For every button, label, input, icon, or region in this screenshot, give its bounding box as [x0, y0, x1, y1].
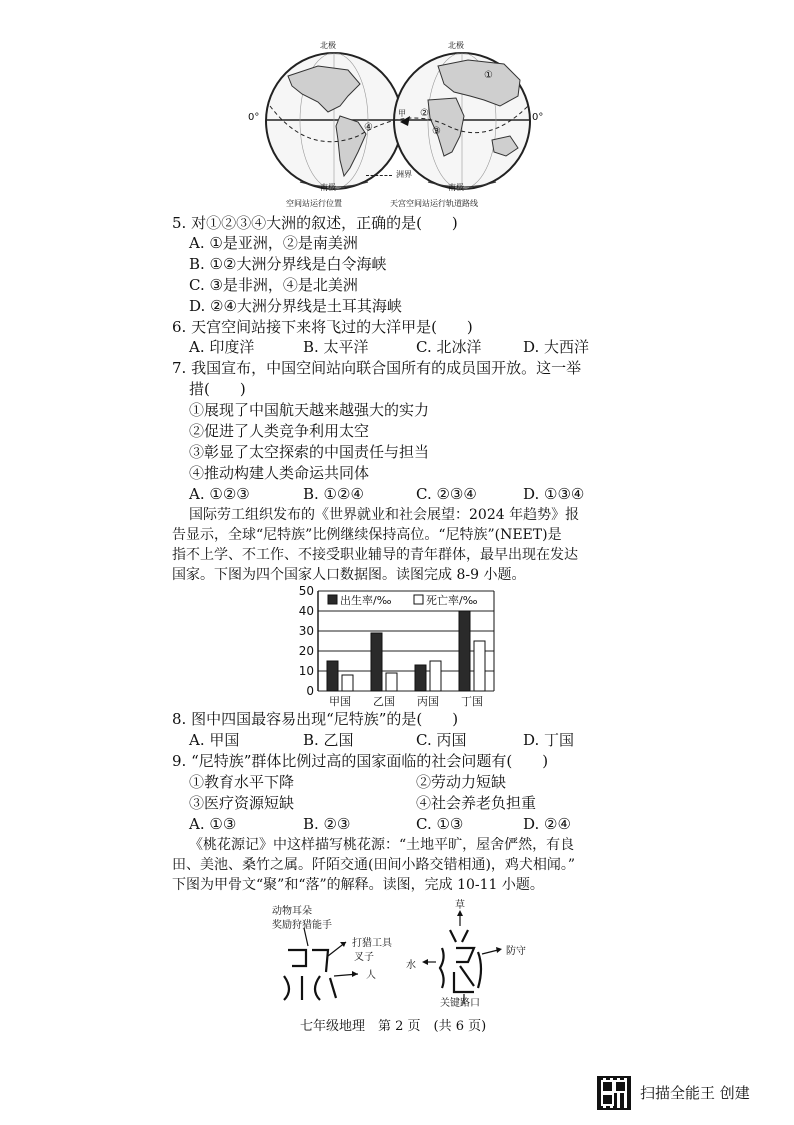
q7-option-c: C. ②③④: [416, 485, 477, 503]
luo-note-key-crossing: 关键路口: [440, 998, 480, 1009]
q9-statement-1: ①教育水平下降: [189, 773, 295, 791]
station-legend-label: 空间站运行位置: [286, 199, 342, 208]
ju-glyph: [284, 950, 336, 1000]
q7-option-b: B. ①②④: [303, 485, 364, 503]
ju-note-person: 人: [366, 970, 376, 981]
passage2-line3: 下图为甲骨文“聚”和“落”的解释。读图，完成 10-11 小题。: [172, 877, 544, 893]
equator-right-label: 0°: [532, 112, 544, 123]
legend-death-label: 死亡率/‰: [426, 594, 478, 607]
q8-option-b: B. 乙国: [303, 731, 354, 749]
q9-statement-2: ②劳动力短缺: [416, 773, 507, 791]
q5-option-a: A. ①是亚洲，②是南美洲: [189, 234, 358, 252]
q6-option-b: B. 太平洋: [303, 338, 369, 356]
q9-statement-4: ④社会养老负担重: [416, 794, 537, 812]
q5-option-c: C. ③是非洲，④是北美洲: [189, 276, 358, 294]
q9-statement-3: ③医疗资源短缺: [189, 794, 295, 812]
death-rate-bar: [386, 673, 397, 691]
x-category-label: 丁国: [461, 695, 483, 708]
birth-rate-bar: [415, 665, 426, 691]
y-tick-label: 30: [298, 624, 314, 638]
boundary-legend-symbol: [366, 175, 392, 176]
y-tick-label: 40: [298, 604, 314, 618]
q7-stem-line2: 措( ): [189, 380, 246, 398]
q7-statement-3: ③彰显了太空探索的中国责任与担当: [189, 443, 430, 461]
q5-option-d: D. ②④大洲分界线是土耳其海峡: [189, 297, 402, 315]
x-category-label: 乙国: [373, 695, 395, 708]
north-pole-right-label: 北极: [448, 41, 464, 50]
ju-note-reward-hunter: 奖励狩猎能手: [272, 920, 332, 931]
orbit-legend-label: 天宫空间站运行轨道路线: [390, 199, 478, 208]
q8-stem: 8. 图中四国最容易出现“尼特族”的是( ): [172, 710, 459, 728]
q5-option-b: B. ①②大洲分界线是白令海峡: [189, 255, 387, 273]
q9-option-d: D. ②④: [523, 815, 571, 833]
death-rate-bar: [342, 675, 353, 691]
world-map-figure: [248, 36, 548, 211]
q7-option-d: D. ①③④: [523, 485, 585, 503]
scanner-watermark: 扫描全能王 创建: [640, 1084, 750, 1102]
hemisphere-map: [248, 36, 548, 211]
south-pole-right-label: 南极: [448, 183, 464, 192]
y-tick-label: 50: [298, 585, 314, 598]
population-bar-chart: [290, 585, 500, 711]
boundary-legend-label: 洲界: [396, 170, 412, 179]
y-tick-label: 10: [298, 664, 314, 678]
passage1-line4: 国家。下图为四个国家人口数据图。读图完成 8-9 小题。: [172, 567, 526, 583]
passage1-line1: 国际劳工组织发布的《世界就业和社会展望：2024 年趋势》报: [189, 507, 580, 523]
q6-option-c: C. 北冰洋: [416, 338, 482, 356]
q7-option-a: A. ①②③: [189, 485, 250, 503]
x-category-label: 甲国: [329, 695, 351, 708]
q9-option-c: C. ①③: [416, 815, 464, 833]
q6-option-a: A. 印度洋: [189, 338, 255, 356]
ocean-jia-label: 甲: [398, 109, 406, 118]
q6-stem: 6. 天宫空间站接下来将飞过的大洋甲是( ): [172, 318, 473, 336]
q8-option-c: C. 丙国: [416, 731, 467, 749]
birth-rate-bar: [327, 661, 338, 691]
ju-note-animal-ear: 动物耳朵: [272, 906, 312, 917]
legend-death-swatch: [414, 595, 423, 604]
q5-stem: 5. 对①②③④大洲的叙述，正确的是( ): [172, 214, 458, 232]
q9-stem: 9. “尼特族”群体比例过高的国家面临的社会问题有( ): [172, 752, 549, 770]
page-footer: 七年级地理 第 2 页 (共 6 页): [300, 1019, 487, 1034]
q6-option-d: D. 大西洋: [523, 338, 590, 356]
passage1-line2: 告显示，全球“尼特族”比例继续保持高位。“尼特族”(NEET)是: [172, 527, 562, 543]
x-category-label: 丙国: [417, 695, 439, 708]
passage2-line2: 田、美池、桑竹之属。阡陌交通(田间小路交错相通)，鸡犬相闻。”: [172, 857, 576, 873]
q8-option-a: A. 甲国: [189, 731, 240, 749]
north-pole-left-label: 北极: [320, 41, 336, 50]
passage1-line3: 指不上学、不工作、不接受职业辅导的青年群体，最早出现在发达: [172, 547, 578, 563]
qr-code: [597, 1076, 631, 1110]
luo-note-water: 水: [406, 960, 416, 971]
y-tick-label: 20: [298, 644, 314, 658]
legend-birth-label: 出生率/‰: [340, 594, 392, 607]
luo-glyph: [440, 930, 481, 992]
ju-note-hunting-tool: 打猎工具: [352, 938, 392, 949]
continent-3-label: ③: [432, 126, 441, 137]
luo-note-grass: 草: [455, 900, 465, 911]
q7-stem-line1: 7. 我国宣布，中国空间站向联合国所有的成员国开放。这一举: [172, 359, 582, 377]
equator-left-label: 0°: [248, 112, 260, 123]
death-rate-bar: [474, 641, 485, 691]
q7-statement-1: ①展现了中国航天越来越强大的实力: [189, 401, 430, 419]
continent-1-label: ①: [484, 70, 493, 81]
legend-birth-swatch: [328, 595, 337, 604]
q8-option-d: D. 丁国: [523, 731, 575, 749]
birth-rate-bar: [459, 611, 470, 691]
y-tick-label: 0: [306, 684, 314, 698]
luo-note-defend: 防守: [506, 946, 526, 957]
bar-chart-svg: [290, 585, 500, 711]
death-rate-bar: [430, 661, 441, 691]
birth-rate-bar: [371, 633, 382, 691]
oracle-bone-figure: [270, 896, 550, 1009]
continent-4-label: ④: [364, 122, 373, 133]
south-pole-left-label: 南极: [320, 183, 336, 192]
q9-option-b: B. ②③: [303, 815, 351, 833]
q7-statement-2: ②促进了人类竞争利用太空: [189, 422, 370, 440]
passage2-line1: 《桃花源记》中这样描写桃花源：“土地平旷，屋舍俨然，有良: [189, 837, 575, 853]
q9-option-a: A. ①③: [189, 815, 237, 833]
ju-note-fork: 叉子: [354, 952, 374, 963]
q7-statement-4: ④推动构建人类命运共同体: [189, 464, 370, 482]
continent-2-label: ②: [420, 108, 429, 119]
